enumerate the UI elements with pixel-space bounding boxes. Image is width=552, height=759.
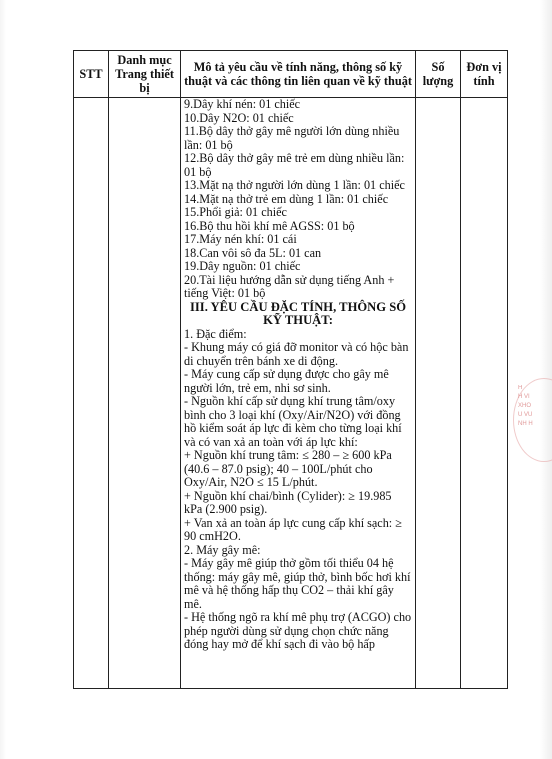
stamp-text: XHO — [518, 403, 532, 409]
description-content — [181, 98, 415, 688]
header-stt: STT — [74, 51, 109, 98]
cell-description — [181, 98, 416, 689]
accessory-item: 13.Mặt nạ thở người lớn dùng 1 lần: 01 chiếc — [184, 178, 405, 192]
cell-stt — [74, 98, 109, 689]
detail-paragraph: - Máy cung cấp sử dụng được cho gây mê người lớn, trẻ em, nhi sơ sinh. — [184, 367, 389, 395]
detail-paragraph: 2. Máy gây mê: — [184, 542, 261, 557]
cell-quantity — [416, 98, 461, 689]
accessory-item: 15.Phổi giả: 01 chiếc — [184, 205, 287, 219]
header-unit: Đơn vị tính — [461, 51, 508, 98]
stamp-text: U VU — [518, 412, 533, 418]
detail-paragraph: + Nguồn khí chai/bình (Cylider): ≥ 19.985 kPa (2.900 psig). — [184, 488, 392, 516]
red-stamp — [518, 384, 552, 454]
detail-paragraph: + Van xả an toàn áp lực cung cấp khí sạch: ≥ 90 cmH2O. — [184, 515, 402, 543]
header-description: Mô tả yêu cầu về tính năng, thông số kỹ thuật và các thông tin liên quan về kỹ thuật — [181, 51, 416, 98]
detail-paragraph: - Hệ thống ngõ ra khí mê phụ trợ (ACGO) cho phép người dùng sử dụng chọn chức năng đóng hay mở để khí sạch đi vào bộ hấp — [184, 610, 412, 651]
header-category: Danh mục Trang thiết bị — [109, 51, 181, 98]
detail-paragraph: - Nguồn khí cấp sử dụng khí trung tâm/oxy bình cho 3 loại khí (Oxy/Air/N2O) với đồng hồ kiểm soát áp lực đi kèm cho từng loại khí và có van xả an toàn với áp lực khí: — [184, 394, 402, 449]
accessory-item: 11.Bộ dây thở gây mê người lớn dùng nhiều lần: 01 bộ — [184, 124, 400, 152]
section-heading: III. YÊU CẦU ĐẶC TÍNH, THÔNG SỐ KỸ THUẬT: — [190, 299, 406, 327]
accessory-item: 10.Dây N2O: 01 chiếc — [184, 110, 294, 125]
accessory-item: 19.Dây nguồn: 01 chiếc — [184, 259, 301, 273]
stamp-text: H VI — [518, 394, 530, 400]
accessory-item: 16.Bộ thu hồi khí mê AGSS: 01 bộ — [184, 218, 355, 233]
accessory-item: 20.Tài liệu hướng dẫn sử dụng tiếng Anh + tiếng Việt: 01 bộ — [184, 272, 395, 300]
table-row — [74, 98, 508, 689]
detail-paragraph: + Nguồn khí trung tâm: ≤ 280 – ≥ 600 kPa (40.6 – 87.0 psig); 40 – 100L/phút cho Oxy/Air, N2O ≤ 15 L/phút. — [184, 448, 392, 489]
detail-paragraph: - Khung máy có giá đỡ monitor và có hộc bàn di chuyển trên bánh xe di động. — [184, 340, 409, 368]
detail-paragraph: - Máy gây mê giúp thở gồm tối thiểu 04 hệ thống: máy gây mê, giúp thở, bình bốc hơi khí mê và hệ thống hấp thụ CO2 – thải khí gây mê. — [184, 556, 411, 611]
stamp-text: H — [518, 385, 523, 391]
specification-table — [73, 50, 508, 689]
accessory-item: 18.Can vôi sô đa 5L: 01 can — [184, 245, 322, 260]
accessory-item: 14.Mặt nạ thở trẻ em dùng 1 lần: 01 chiếc — [184, 191, 389, 206]
accessory-item: 12.Bộ dây thở gây mê trẻ em dùng nhiều lần: 01 bộ — [184, 151, 405, 179]
accessory-item: 17.Máy nén khí: 01 cái — [184, 232, 297, 246]
detail-paragraph: 1. Đặc điểm: — [184, 326, 247, 341]
header-quantity: Số lượng — [416, 51, 461, 98]
stamp-text: NH H — [518, 421, 533, 427]
cell-category — [109, 98, 181, 689]
table-header-row — [74, 51, 508, 98]
cell-unit — [461, 98, 508, 689]
accessory-item: 9.Dây khí nén: 01 chiếc — [184, 98, 301, 111]
